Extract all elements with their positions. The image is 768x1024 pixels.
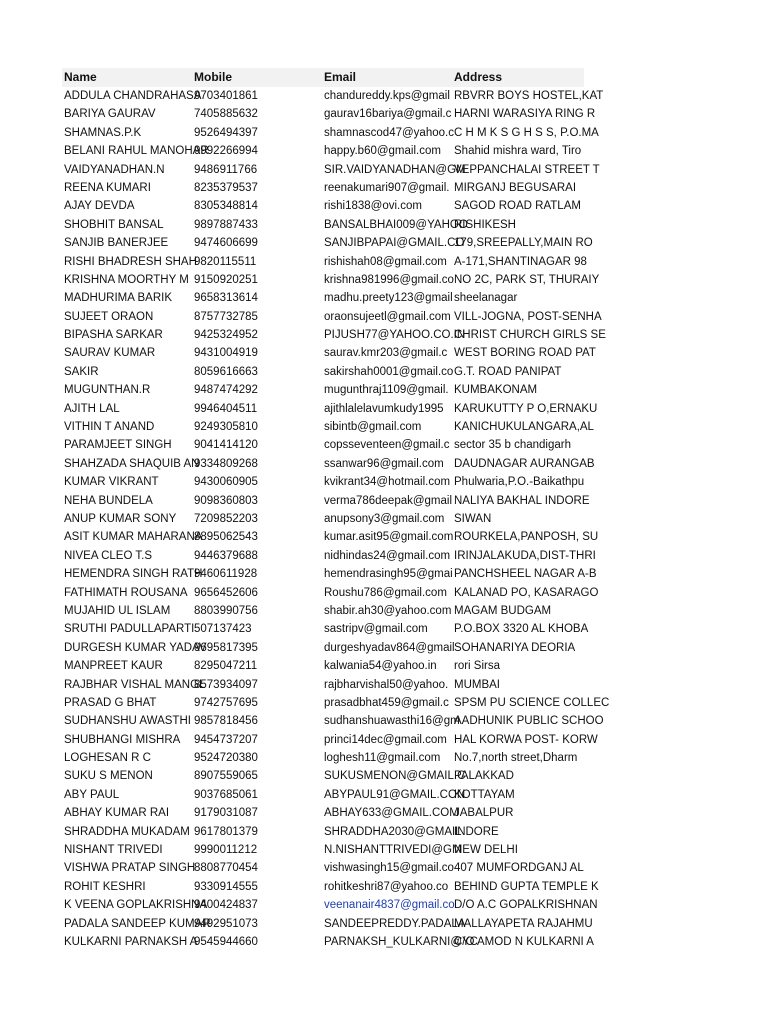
table-row[interactable] (62, 492, 590, 510)
name-cell[interactable]: SAURAV KUMAR (64, 347, 156, 360)
table-row[interactable] (62, 271, 600, 289)
mobile-cell[interactable]: 9486911766 (194, 163, 258, 176)
address-cell[interactable]: rori Sirsa (454, 660, 501, 673)
email-cell[interactable]: copsseventeen@gmail.c (324, 439, 450, 452)
name-cell[interactable]: REENA KUMARI (64, 181, 151, 194)
mobile-cell[interactable]: 9695817395 (194, 641, 258, 654)
email-cell[interactable]: PIJUSH77@YAHOO.CO.IN (324, 329, 466, 342)
email-cell[interactable]: vishwasingh15@gmail.co (324, 862, 454, 875)
mobile-cell[interactable]: 9526494397 (194, 126, 258, 139)
table-row[interactable] (62, 823, 584, 841)
email-cell[interactable]: shamnascod47@yahoo.c (324, 126, 454, 139)
email-cell[interactable]: krishna981996@gmail.co (324, 273, 454, 286)
table-row[interactable] (62, 933, 594, 951)
address-cell[interactable]: KUMBAKONAM (454, 384, 538, 397)
mobile-cell[interactable]: 9150920251 (194, 273, 258, 286)
mobile-cell[interactable]: 9425324952 (194, 329, 258, 342)
email-cell[interactable]: rajbharvishal50@yahoo. (324, 678, 449, 691)
mobile-cell[interactable]: 9658313614 (194, 292, 258, 305)
address-cell[interactable]: ROURKELA,PANPOSH, SU (454, 531, 599, 544)
table-row[interactable] (62, 308, 602, 326)
name-cell[interactable]: SHOBHIT BANSAL (64, 218, 164, 231)
email-cell[interactable]: kumar.asit95@gmail.com (324, 531, 454, 544)
name-cell[interactable]: NISHANT TRIVEDI (64, 844, 163, 857)
mobile-cell[interactable]: 8757732785 (194, 310, 258, 323)
address-cell[interactable]: sector 35 b chandigarh (454, 439, 571, 452)
mobile-cell[interactable]: 7209852203 (194, 512, 258, 525)
email-cell[interactable]: verma786deepak@gmail (324, 494, 453, 507)
table-row[interactable] (62, 124, 599, 142)
table-row[interactable] (62, 767, 584, 785)
name-cell[interactable]: FATHIMATH ROUSANA (64, 586, 188, 599)
name-cell[interactable]: KULKARNI PARNAKSH A (64, 935, 198, 948)
email-cell[interactable]: BANSALBHAI009@YAHOO (324, 218, 468, 231)
address-cell[interactable]: NO 2C, PARK ST, THURAIY (454, 273, 600, 286)
mobile-cell[interactable]: 9946404511 (194, 402, 258, 415)
name-cell[interactable]: VAIDYANADHAN.N (64, 163, 165, 176)
mobile-cell[interactable]: 9037685061 (194, 788, 258, 801)
mobile-cell[interactable]: 9897887433 (194, 218, 258, 231)
email-cell[interactable]: kvikrant34@hotmail.com (324, 476, 451, 489)
name-cell[interactable]: SHUBHANGI MISHRA (64, 733, 181, 746)
name-cell[interactable]: SANJIB BANERJEE (64, 237, 169, 250)
email-cell[interactable]: ssanwar96@gmail.com (324, 457, 444, 470)
name-cell[interactable]: ADDULA CHANDRAHASA (64, 90, 202, 102)
column-header-address[interactable]: Address (454, 70, 503, 84)
table-row[interactable] (62, 749, 584, 767)
name-cell[interactable]: MUGUNTHAN.R (64, 384, 151, 397)
email-cell[interactable]: rishishah08@gmail.com (324, 255, 447, 268)
spreadsheet (62, 68, 610, 951)
table-row[interactable] (62, 804, 584, 822)
name-cell[interactable]: ASIT KUMAR MAHARANA (64, 531, 203, 544)
name-cell[interactable]: NIVEA CLEO T.S (64, 549, 152, 562)
table-row[interactable] (62, 436, 584, 454)
name-cell[interactable]: PARAMJEET SINGH (64, 439, 172, 452)
mobile-cell[interactable]: 9474606699 (194, 237, 258, 250)
table-row[interactable] (62, 786, 584, 804)
address-cell[interactable]: VEPPANCHALAI STREET T (454, 163, 600, 176)
address-cell[interactable]: DAUDNAGAR AURANGAB (454, 457, 595, 470)
name-cell[interactable]: ABY PAUL (64, 788, 120, 801)
table-row[interactable] (62, 676, 584, 694)
table-row[interactable] (62, 253, 587, 271)
name-cell[interactable]: VISHWA PRATAP SINGH (64, 862, 196, 875)
mobile-cell[interactable]: 9179031087 (194, 807, 258, 820)
email-cell[interactable]: SHRADDHA2030@GMAIL (324, 825, 462, 838)
name-cell[interactable]: SUKU S MENON (64, 770, 153, 783)
mobile-cell[interactable]: 7405885632 (194, 108, 258, 121)
address-cell[interactable]: sheelanagar (454, 292, 518, 305)
email-cell[interactable]: loghesh11@gmail.com (324, 752, 441, 765)
table-row[interactable] (62, 381, 584, 399)
mobile-cell[interactable]: 9460611928 (194, 568, 258, 581)
table-row[interactable] (62, 326, 606, 344)
table-row[interactable] (62, 915, 593, 933)
address-cell[interactable]: MUMBAI (454, 678, 500, 691)
address-cell[interactable]: JABALPUR (454, 807, 514, 820)
address-cell[interactable]: RISHIKESH (454, 218, 516, 231)
table-row[interactable] (62, 841, 584, 859)
email-cell[interactable]: chandureddy.kps@gmail (324, 90, 450, 102)
table-row[interactable] (62, 620, 589, 638)
name-cell[interactable]: RAJBHAR VISHAL MANGL (64, 678, 206, 691)
mobile-cell[interactable]: 9334809268 (194, 457, 258, 470)
table-row[interactable] (62, 216, 584, 234)
email-cell[interactable]: sudhanshuawasthi16@gm (324, 715, 460, 728)
name-cell[interactable]: AJAY DEVDA (64, 200, 135, 213)
mobile-cell[interactable]: 8907559065 (194, 770, 258, 783)
address-cell[interactable]: PALAKKAD (454, 770, 514, 783)
name-cell[interactable]: SHAHZADA SHAQUIB AN (64, 457, 200, 470)
name-cell[interactable]: BARIYA GAURAV (64, 108, 156, 121)
email-cell[interactable]: mugunthraj1109@gmail. (324, 384, 449, 397)
email-cell[interactable]: SANJIBPAPAI@GMAIL.CO (324, 237, 465, 250)
address-cell[interactable]: PANCHSHEEL NAGAR A-B (454, 568, 597, 581)
mobile-cell[interactable]: 9492951073 (194, 917, 258, 930)
email-cell[interactable]: nidhindas24@gmail.com (324, 549, 451, 562)
mobile-cell[interactable]: 9431004919 (194, 347, 258, 360)
name-cell[interactable]: PADALA SANDEEP KUMAR (64, 917, 211, 930)
address-cell[interactable]: SPSM PU SCIENCE COLLEC (454, 696, 610, 709)
mobile-cell[interactable]: 8059616663 (194, 365, 258, 378)
email-cell[interactable]: durgeshyadav864@gmail (324, 641, 455, 654)
mobile-cell[interactable]: 8803990756 (194, 604, 258, 617)
mobile-cell[interactable]: 8305348814 (194, 200, 258, 213)
table-row[interactable] (62, 289, 584, 307)
address-cell[interactable]: HARNI WARASIYA RING R (454, 108, 596, 121)
name-cell[interactable]: BELANI RAHUL MANOHAR (64, 145, 209, 158)
address-cell[interactable]: NEW DELHI (454, 844, 518, 857)
address-cell[interactable]: SOHANARIYA DEORIA (454, 641, 576, 654)
address-cell[interactable]: A-171,SHANTINAGAR 98 (454, 255, 587, 268)
address-cell[interactable]: WEST BORING ROAD PAT (454, 347, 596, 360)
name-cell[interactable]: LOGHESAN R C (64, 752, 151, 765)
name-cell[interactable]: ANUP KUMAR SONY (64, 512, 177, 525)
column-header-email[interactable]: Email (324, 70, 357, 84)
address-cell[interactable]: C H M K S G H S S, P.O.MA (454, 126, 599, 139)
name-cell[interactable]: DURGESH KUMAR YADAV (64, 641, 207, 654)
mobile-cell[interactable]: 9446379688 (194, 549, 258, 562)
mobile-cell[interactable]: 9857818456 (194, 715, 258, 728)
mobile-cell[interactable]: 9400424837 (194, 899, 258, 912)
address-cell[interactable]: HAL KORWA POST- KORW (454, 733, 598, 746)
name-cell[interactable]: VITHIN T ANAND (64, 421, 155, 434)
email-cell[interactable]: kalwania54@yahoo.in (324, 660, 437, 673)
name-cell[interactable]: KRISHNA MOORTHY M (64, 273, 189, 286)
name-cell[interactable]: RISHI BHADRESH SHAH (64, 255, 197, 268)
mobile-cell[interactable]: 9098360803 (194, 494, 258, 507)
column-header-mobile[interactable]: Mobile (194, 70, 232, 84)
name-cell[interactable]: SHAMNAS.P.K (64, 126, 142, 139)
address-cell[interactable]: SIWAN (454, 512, 492, 525)
table-row[interactable] (62, 363, 584, 381)
address-cell[interactable]: D/O A.C GOPALKRISHNAN (454, 899, 598, 912)
table-row[interactable] (62, 694, 610, 712)
name-cell[interactable]: BIPASHA SARKAR (64, 329, 163, 342)
mobile-cell[interactable]: 507137423 (194, 623, 252, 636)
table-row[interactable] (62, 712, 604, 730)
address-cell[interactable]: CHRIST CHURCH GIRLS SE (454, 329, 606, 342)
email-cell[interactable]: shabir.ah30@yahoo.com (324, 604, 452, 617)
email-cell[interactable]: gaurav16bariya@gmail.c (324, 108, 452, 121)
address-cell[interactable]: BEHIND GUPTA TEMPLE K (454, 880, 599, 893)
table-row[interactable] (62, 400, 598, 418)
mobile-cell[interactable]: 8895062543 (194, 531, 258, 544)
table-row[interactable] (62, 142, 584, 160)
mobile-cell[interactable]: 9524720380 (194, 752, 258, 765)
email-cell[interactable]: saurav.kmr203@gmail.c (324, 347, 448, 360)
table-row[interactable] (62, 473, 584, 491)
address-cell[interactable]: G.T. ROAD PANIPAT (454, 365, 562, 378)
email-cell[interactable]: anupsony3@gmail.com (324, 512, 445, 525)
table-row[interactable] (62, 896, 598, 914)
email-cell[interactable]: princi14dec@gmail.com (324, 733, 447, 746)
mobile-cell[interactable]: 9617801379 (194, 825, 258, 838)
table-row[interactable] (62, 179, 584, 197)
table-row[interactable] (62, 547, 596, 565)
email-cell[interactable]: reenakumari907@gmail. (324, 181, 450, 194)
name-cell[interactable]: MANPREET KAUR (64, 660, 163, 673)
mobile-cell[interactable]: 9820115511 (194, 255, 257, 268)
email-cell[interactable]: oraonsujeetl@gmail.com (324, 310, 451, 323)
address-cell[interactable]: 407 MUMFORDGANJ AL (454, 862, 584, 875)
table-row[interactable] (62, 87, 604, 105)
name-cell[interactable]: SAKIR (64, 365, 99, 378)
mobile-cell[interactable]: 8295047211 (194, 660, 258, 673)
email-cell[interactable]: SUKUSMENON@GMAIL.C (324, 770, 466, 783)
email-cell[interactable]: rohitkeshri87@yahoo.co (324, 880, 449, 893)
mobile-cell[interactable]: 9430060905 (194, 476, 258, 489)
email-cell[interactable]: sakirshah0001@gmail.co (324, 365, 454, 378)
table-row[interactable] (62, 197, 584, 215)
table-row[interactable] (62, 859, 584, 877)
name-cell[interactable]: SRUTHI PADULLAPARTI (64, 623, 195, 636)
address-cell[interactable]: KARUKUTTY P O,ERNAKU (454, 402, 598, 415)
name-cell[interactable]: NEHA BUNDELA (64, 494, 153, 507)
address-cell[interactable]: P.O.BOX 3320 AL KHOBA (454, 623, 589, 636)
name-cell[interactable]: KUMAR VIKRANT (64, 476, 159, 489)
table-row[interactable] (62, 565, 597, 583)
mobile-cell[interactable]: 8235379537 (194, 181, 258, 194)
name-cell[interactable]: AJITH LAL (64, 402, 120, 415)
mobile-cell[interactable]: 8573934097 (194, 678, 258, 691)
email-cell[interactable]: happy.b60@gmail.com (324, 145, 441, 158)
mobile-cell[interactable]: 9742757695 (194, 696, 258, 709)
email-cell[interactable]: madhu.preety123@gmail (324, 292, 453, 305)
name-cell[interactable]: SHRADDHA MUKADAM (64, 825, 190, 838)
mobile-cell[interactable]: 9041414120 (194, 439, 258, 452)
mobile-cell[interactable]: 9545944660 (194, 935, 258, 948)
email-cell[interactable]: ajithlalelavumkudy1995 (324, 402, 444, 415)
name-cell[interactable]: ABHAY KUMAR RAI (64, 807, 170, 820)
address-cell[interactable]: KALANAD PO, KASARAGO (454, 586, 599, 599)
email-cell[interactable]: ABYPAUL91@GMAIL.CON (324, 788, 466, 801)
table-row[interactable] (62, 639, 584, 657)
name-cell[interactable]: SUJEET ORAON (64, 310, 154, 323)
mobile-cell[interactable]: 9990011212 (194, 844, 258, 857)
table-row[interactable] (62, 584, 599, 602)
email-cell[interactable]: SANDEEPREDDY.PADALA (324, 917, 466, 930)
mobile-cell[interactable]: 9487474292 (194, 384, 258, 397)
address-cell[interactable]: C/O AMOD N KULKARNI A (454, 935, 594, 948)
email-cell[interactable]: veenanair4837@gmail.co (324, 899, 455, 912)
name-cell[interactable]: MUJAHID UL ISLAM (64, 604, 171, 617)
table-row[interactable] (62, 344, 596, 362)
email-cell[interactable]: hemendrasingh95@gmai (324, 568, 453, 581)
email-cell[interactable]: Roushu786@gmail.com (324, 586, 447, 599)
address-cell[interactable]: KANICHUKULANGARA,AL (454, 421, 594, 434)
email-cell[interactable]: sastripv@gmail.com (324, 623, 428, 636)
mobile-cell[interactable]: 9656452606 (194, 586, 258, 599)
table-row[interactable] (62, 528, 599, 546)
table-row[interactable] (62, 510, 584, 528)
email-cell[interactable]: prasadbhat459@gmail.c (324, 696, 449, 709)
address-cell[interactable]: IRINJALAKUDA,DIST-THRI (454, 549, 596, 562)
mobile-cell[interactable]: 9992266994 (194, 145, 258, 158)
mobile-cell[interactable]: 9249305810 (194, 421, 258, 434)
address-cell[interactable]: VILL-JOGNA, POST-SENHA (454, 310, 602, 323)
address-cell[interactable]: KOTTAYAM (454, 788, 515, 801)
mobile-cell[interactable]: 9454737207 (194, 733, 258, 746)
mobile-cell[interactable]: 9330914555 (194, 880, 258, 893)
address-cell[interactable]: Shahid mishra ward, Tiro (454, 145, 582, 158)
address-cell[interactable]: AADHUNIK PUBLIC SCHOO (454, 715, 604, 728)
name-cell[interactable]: HEMENDRA SINGH RATH (64, 568, 203, 581)
name-cell[interactable]: ROHIT KESHRI (64, 880, 146, 893)
table-row[interactable] (62, 878, 599, 896)
address-cell[interactable]: MALLAYAPETA RAJAHMU (454, 917, 593, 930)
name-cell[interactable]: SUDHANSHU AWASTHI (64, 715, 191, 728)
address-cell[interactable]: SAGOD ROAD RATLAM (454, 200, 581, 213)
column-header-name[interactable]: Name (64, 70, 97, 84)
email-cell[interactable]: ABHAY633@GMAIL.COM (324, 807, 459, 820)
address-cell[interactable]: No.7,north street,Dharm (454, 752, 578, 765)
address-cell[interactable]: RBVRR BOYS HOSTEL,KAT (454, 90, 604, 102)
address-cell[interactable]: Phulwaria,P.O.-Baikathpu (454, 476, 585, 489)
address-cell[interactable]: MAGAM BUDGAM (454, 604, 552, 617)
address-cell[interactable]: 179,SREEPALLY,MAIN RO (454, 237, 593, 250)
mobile-cell[interactable]: 8808770454 (194, 862, 258, 875)
table-row[interactable] (62, 455, 595, 473)
address-cell[interactable]: MIRGANJ BEGUSARAI (454, 181, 577, 194)
table-row[interactable] (62, 234, 593, 252)
table-body (62, 87, 610, 951)
email-cell[interactable]: N.NISHANTTRIVEDI@GM (324, 844, 462, 857)
name-cell[interactable]: PRASAD G BHAT (64, 696, 157, 709)
table-row[interactable] (62, 602, 584, 620)
name-cell[interactable]: K VEENA GOPLAKRISHNA (64, 899, 208, 912)
header-row (62, 68, 584, 87)
table-row[interactable] (62, 731, 598, 749)
address-cell[interactable]: NALIYA BAKHAL INDORE (454, 494, 590, 507)
address-cell[interactable]: INDORE (454, 825, 499, 838)
name-cell[interactable]: MADHURIMA BARIK (64, 292, 172, 305)
email-cell[interactable]: PARNAKSH_KULKARNI@YC (324, 935, 478, 948)
table-row[interactable] (62, 657, 584, 675)
table-row[interactable] (62, 161, 600, 179)
mobile-cell[interactable]: 9703401861 (194, 90, 258, 102)
email-cell[interactable]: sibintb@gmail.com (324, 421, 422, 434)
table-row[interactable] (62, 418, 594, 436)
table-row[interactable] (62, 105, 596, 123)
email-cell[interactable]: SIR.VAIDYANADHAN@GM (324, 163, 466, 176)
email-cell[interactable]: rishi1838@ovi.com (324, 200, 422, 213)
